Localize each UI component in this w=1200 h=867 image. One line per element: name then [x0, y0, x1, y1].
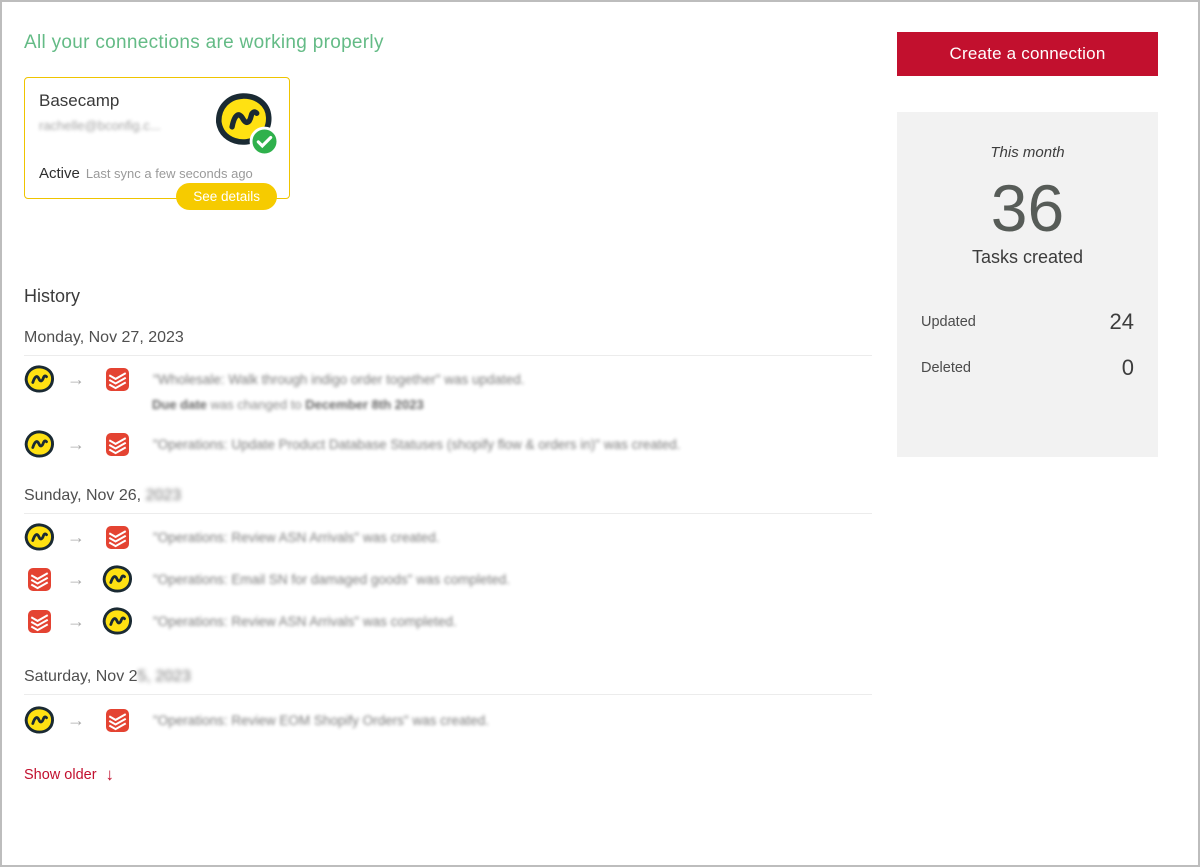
date-header [24, 667, 872, 687]
stats-period-label: This month [990, 144, 1065, 161]
divider [24, 694, 872, 695]
date-redacted-text: 5, 2023 [137, 668, 191, 685]
entry-text: "Operations: Review ASN Arrivals" was created. [153, 529, 440, 545]
history-entry [24, 429, 872, 459]
divider [24, 513, 872, 514]
divider [24, 355, 872, 356]
arrow-right-icon: → [67, 568, 85, 589]
basecamp-icon [24, 430, 55, 458]
entry-text: "Operations: Update Product Database Statuses (shopify flow & orders in)" was created. [153, 436, 681, 452]
tasks-created-label: Tasks created [971, 247, 1084, 267]
right-sidebar [897, 32, 1158, 457]
todoist-icon [102, 526, 133, 549]
main-column [24, 2, 872, 785]
monthly-stats-card [897, 112, 1158, 457]
show-older-label: Show older [24, 767, 97, 783]
stat-value: 24 [1109, 309, 1134, 334]
connection-status [39, 165, 253, 182]
show-older-button[interactable] [24, 765, 114, 785]
connections-status-heading: All your connections are working properly [24, 32, 384, 53]
subtext-normal: was changed to [206, 397, 306, 412]
stat-row-updated [921, 308, 1134, 336]
basecamp-icon [24, 706, 55, 734]
stat-row-deleted [921, 354, 1134, 382]
arrow-down-icon: ↓ [105, 765, 115, 784]
date-redacted-text: 2023 [145, 487, 182, 504]
arrow-right-icon: → [67, 709, 85, 730]
entry-subtext [152, 397, 872, 415]
date-header [24, 486, 872, 506]
history-entry [24, 522, 872, 552]
todoist-icon [24, 568, 55, 591]
stat-label: Updated [921, 314, 976, 330]
todoist-icon [102, 709, 133, 732]
see-details-button[interactable]: See details [176, 183, 277, 210]
entry-text: "Operations: Email SN for damaged goods" was completed. [153, 571, 511, 587]
entry-text: "Wholesale: Walk through indigo order together" was updated. [153, 371, 525, 387]
date-text: Sunday, Nov 26, [24, 487, 146, 504]
tasks-created-count: 36 [990, 171, 1065, 245]
connection-account-email: rachelle@bconfig.c... [39, 118, 161, 133]
history-entry [24, 364, 872, 394]
arrow-right-icon: → [67, 433, 85, 454]
basecamp-icon [24, 365, 55, 393]
connection-card-basecamp[interactable] [24, 77, 290, 204]
stats-rows [921, 308, 1134, 382]
subtext-bold: December 8th 2023 [305, 397, 424, 412]
stat-value: 0 [1121, 355, 1134, 380]
date-header [24, 328, 872, 348]
create-connection-button[interactable]: Create a connection [897, 32, 1158, 76]
date-text: Monday, Nov 27, 2023 [24, 329, 184, 346]
status-active-label: Active [39, 165, 80, 182]
basecamp-icon [102, 607, 133, 635]
todoist-icon [102, 433, 133, 456]
stat-label: Deleted [921, 360, 971, 376]
subtext-bold: Due date [152, 397, 207, 412]
history-entry [24, 564, 872, 594]
arrow-right-icon: → [67, 610, 85, 631]
date-text: Saturday, Nov 2 [24, 668, 138, 685]
basecamp-icon [102, 565, 133, 593]
basecamp-logo-icon [215, 92, 277, 158]
connection-app-name: Basecamp [39, 91, 120, 110]
todoist-icon [24, 610, 55, 633]
todoist-icon [102, 368, 133, 391]
entry-text: "Operations: Review EOM Shopify Orders" was created. [153, 712, 489, 728]
basecamp-icon [24, 523, 55, 551]
history-entry [24, 606, 872, 636]
history-title: History [24, 286, 81, 306]
last-sync-text: Last sync a few seconds ago [85, 166, 253, 181]
arrow-right-icon: → [67, 368, 85, 389]
entry-text: "Operations: Review ASN Arrivals" was completed. [153, 613, 457, 629]
history-entry [24, 705, 872, 735]
check-badge-icon [249, 126, 280, 157]
arrow-right-icon: → [67, 526, 85, 547]
